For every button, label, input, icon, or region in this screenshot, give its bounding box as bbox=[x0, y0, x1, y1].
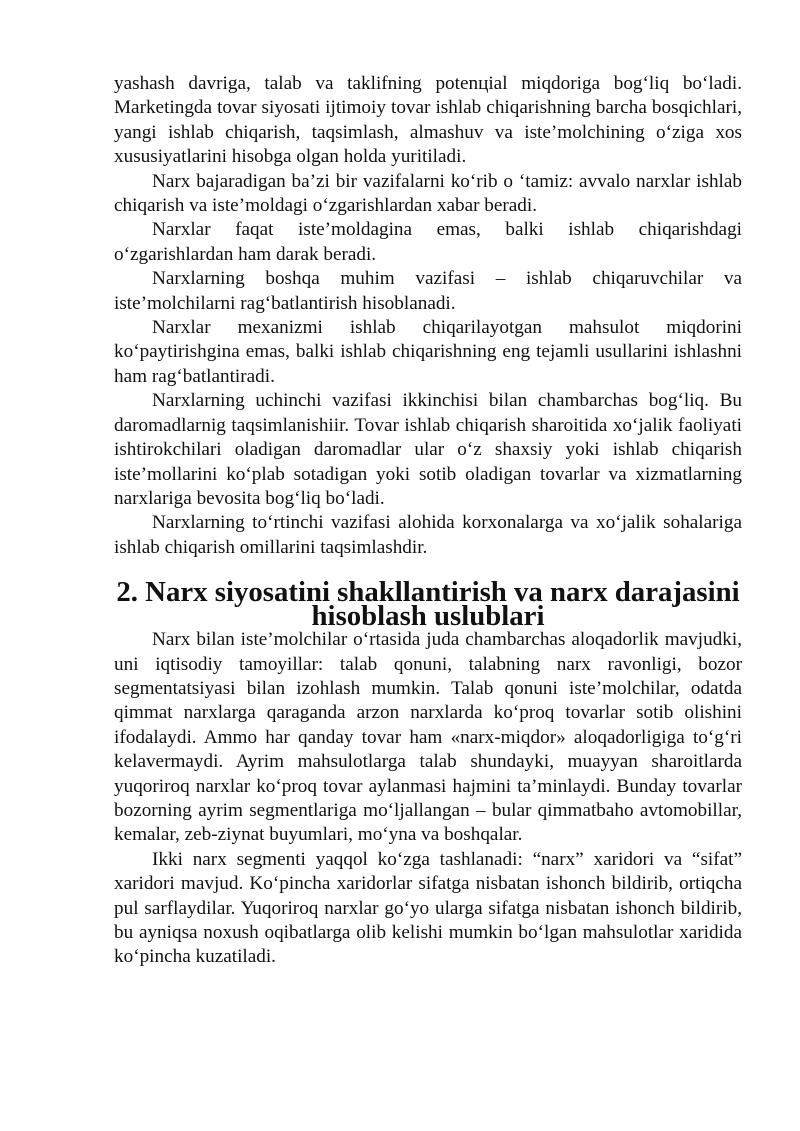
document-page bbox=[114, 72, 742, 970]
section-heading-line1: 2. Narx siyosatini shakllantirish va narx darajasini bbox=[116, 576, 740, 609]
paragraph-price-incentive: Narxlarning boshqa muhim vazifasi – ishlab chiqaruvchilar va iste’molchilarni rag‘batlantirish hisoblanadi. bbox=[114, 268, 742, 314]
paragraph-third-function: Narxlarning uchinchi vazifasi ikkinchisi bilan chambarchas bog‘liq. Bu daromadlarnig taqsimlanishiir. Tovar ishlab chiqarish sharoitida xo‘jalik faoliyati ishtirokchilari oladigan daromadlar ular o‘z shaxsiy yoki ishlab chiqarish iste’mollarini ko‘plab sotadigan yoki sotib oladigan tovarlar va xizmatlarning narxlariga bevosita bog‘liq bo‘ladi. bbox=[114, 390, 742, 509]
paragraph-price-functions-intro: Narx bajaradigan ba’zi bir vazifalarni ko‘rib o ‘tamiz: avvalo narxlar ishlab chiqarish va iste’moldagi o‘zgarishlardan xabar beradi. bbox=[114, 170, 742, 217]
paragraph-price-signals: Narxlar faqat iste’moldagina emas, balki ishlab chiqarishdagi o‘zgarishlardan ham darak beradi. bbox=[114, 219, 742, 265]
paragraph-price-mechanism: Narxlar mexanizmi ishlab chiqarilayotgan mahsulot miqdorini ko‘paytirishgina emas, balki ishlab chiqarishning eng tejamli usullarini ishlashni ham rag‘batlantiradi. bbox=[114, 317, 742, 387]
section-heading-line2: hisoblash uslublari bbox=[311, 600, 545, 633]
paragraph-price-consumers: Narx bilan iste’molchilar o‘rtasida juda chambarchas aloqadorlik mavjudki, uni iqtisodiy tamoyillar: talab qonuni, talabning narx ravonligi, bozor segmentatsiyasi bilan izohlash mumkin. Talab qonuni iste’molchilar, odatda qimmat narxlarga qaraganda arzon narxlarda ko‘proq tovarlar sotib olishini ifodalaydi. Ammo har qanday tovar ham «narx-miqdor» aloqadorligiga to‘g‘ri kelavermaydi. Ayrim mahsulotlarga talab shundayki, muayyan sharoitlarda yuqoriroq narxlar ko‘proq tovar aylanmasi hajmini ta’minlaydi. Bunday tovarlar bozorning ayrim segmentlariga mo‘ljallangan – bular qimmatbaho avtomobillar, kemalar, zeb-ziynat buyumlari, mo‘yna va boshqalar. bbox=[114, 629, 742, 846]
paragraph-fourth-function: Narxlarning to‘rtinchi vazifasi alohida korxonalarga va xo‘jalik sohalariga ishlab chiqarish omillarini taqsimlashdir. bbox=[114, 512, 742, 558]
section-heading bbox=[114, 576, 742, 633]
paragraph-continuation: yashash davriga, talab va taklifning potenцial miqdoriga bog‘liq bo‘ladi. Marketingda tovar siyosati ijtimoiy tovar ishlab chiqarishning barcha bosqichlari, yangi ishlab chiqarish, taqsimlash, almashuv va iste’molchining o‘ziga xos xususiyatlarini hisobga olgan holda yuritiladi. bbox=[114, 73, 742, 168]
paragraph-price-segments: Ikki narx segmenti yaqqol ko‘zga tashlanadi: “narx” xaridori va “sifat” xaridori mavjud. Ko‘pincha xaridorlar sifatga nisbatan ishonch bildirib, ortiqcha pul sarflaydilar. Yuqoriroq narxlar go‘yo ularga sifatga nisbatan ishonch bildirib, bu ayniqsa noxush oqibatlarga olib kelishi mumkin bo‘lgan mahsulotlar xaridida ko‘pincha kuzatiladi. bbox=[114, 848, 742, 968]
